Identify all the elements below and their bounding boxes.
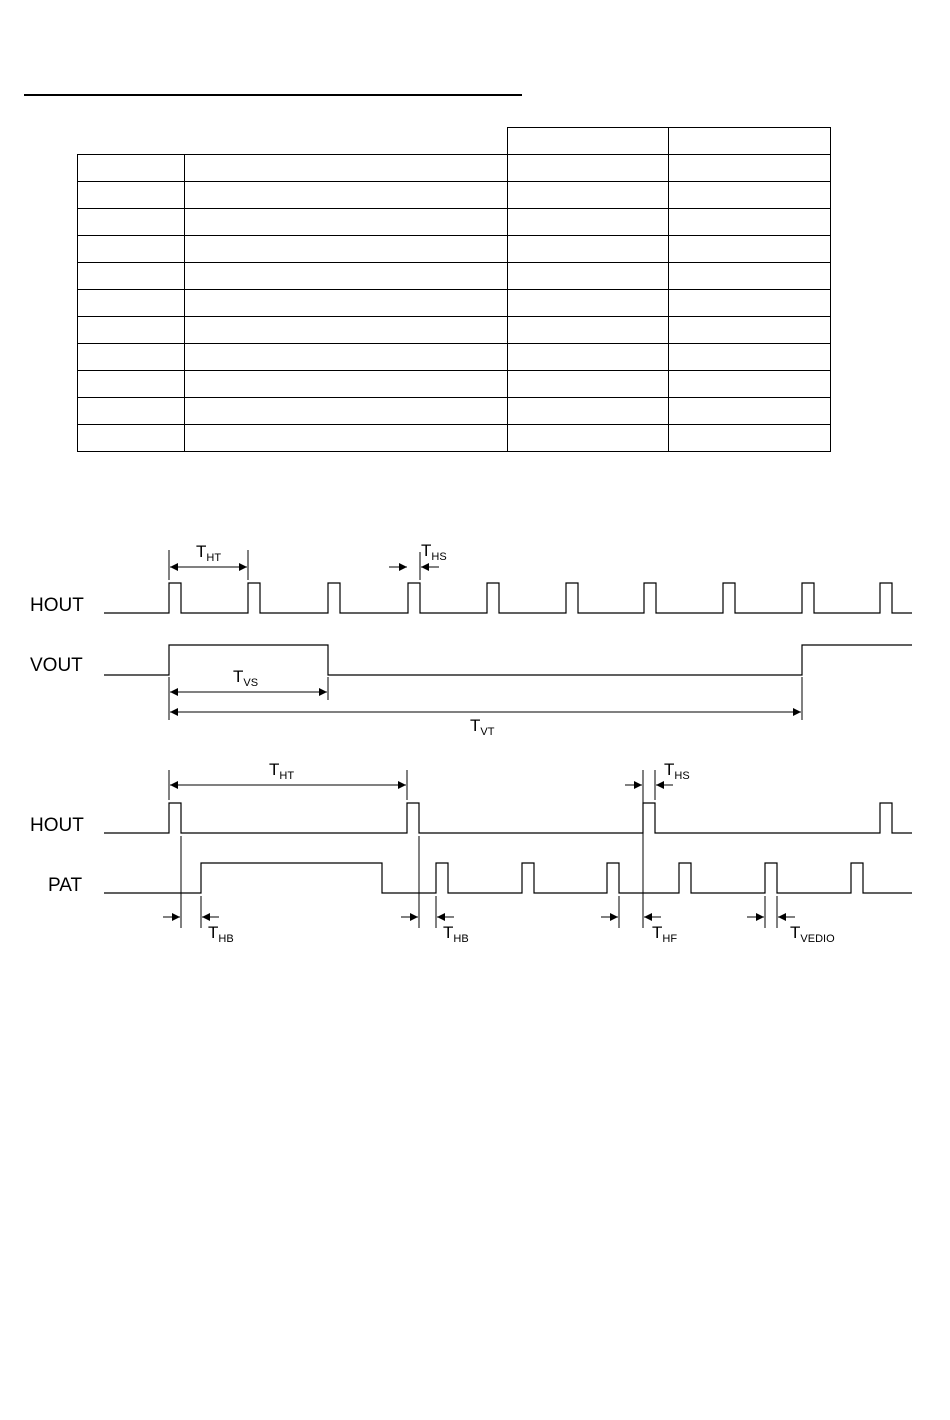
- hout-waveform: [104, 803, 912, 833]
- hout-signal-label: HOUT: [30, 595, 84, 616]
- tht-label: $T_{HT}$: [196, 542, 222, 564]
- upper-timing-diagram: [30, 541, 912, 738]
- tvedio-label: $T_{VEDIO}$: [790, 923, 835, 945]
- vout-signal-label: VOUT: [30, 655, 83, 676]
- thb-label: $T_{HB}$: [208, 923, 234, 945]
- lower-timing-diagram: [30, 760, 912, 945]
- ths-label: $T_{HS}$: [664, 760, 690, 782]
- thb-label: $T_{HB}$: [443, 923, 469, 945]
- pat-signal-label: PAT: [48, 875, 83, 896]
- thf-label: $T_{HF}$: [652, 923, 678, 945]
- hout-waveform: [104, 583, 912, 613]
- pat-waveform: [104, 863, 912, 893]
- vout-waveform: [104, 645, 912, 675]
- tht-label: $T_{HT}$: [269, 760, 295, 782]
- hout-signal-label: HOUT: [30, 815, 84, 836]
- tvt-label: $T_{VT}$: [470, 716, 495, 738]
- ths-label: $T_{HS}$: [421, 541, 447, 563]
- tvs-label: $T_{VS}$: [233, 667, 259, 689]
